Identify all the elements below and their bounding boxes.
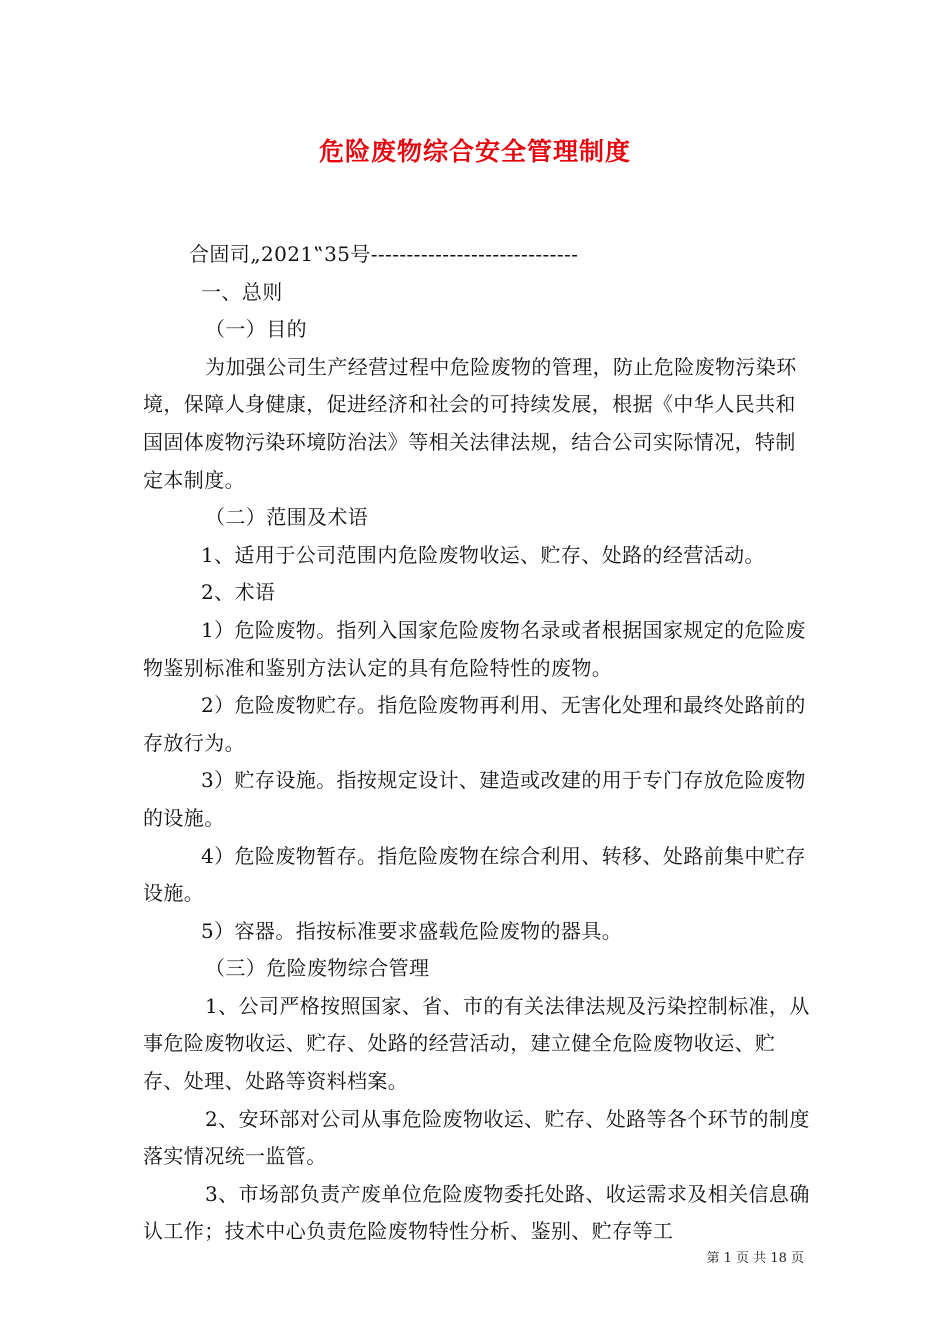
- paragraph: 2、安环部对公司从事危险废物收运、贮存、处路等各个环节的制度落实情况统一监管。: [143, 1106, 810, 1169]
- subsection-heading: （三）危险废物综合管理: [205, 956, 430, 981]
- paragraph: 1、公司严格按照国家、省、市的有关法律法规及污染控制标准，从事危险废物收运、贮存、处路的经营活动，建立健全危险废物收运、贮存、处理、处路等资料档案。: [143, 993, 810, 1094]
- paragraph: 4）危险废物暂存。指危险废物在综合利用、转移、处路前集中贮存设施。: [143, 843, 806, 906]
- page-number-footer: 第 1 页 共 18 页: [706, 1251, 804, 1266]
- document-title: 危险废物综合安全管理制度: [318, 137, 631, 166]
- paragraph: 2）危险废物贮存。指危险废物再利用、无害化处理和最终处路前的存放行为。: [143, 693, 806, 755]
- subsection-heading: （二）范围及术语: [205, 505, 369, 530]
- paragraph: 3、市场部负责产废单位危险废物委托处路、收运需求及相关信息确认工作；技术中心负责危险废物特性分析、鉴别、贮存等工: [143, 1181, 810, 1244]
- paragraph: 1）危险废物。指列入国家危险废物名录或者根据国家规定的危险废物鉴别标准和鉴别方法认定的具有危险特性的废物。: [143, 617, 806, 680]
- paragraph: 3）贮存设施。指按规定设计、建造或改建的用于专门存放危险废物的设施。: [143, 768, 806, 830]
- paragraph: 5）容器。指按标准要求盛载危险废物的器具。: [201, 918, 623, 943]
- section-heading: 一、总则: [201, 279, 283, 304]
- paragraph: 2、术语: [201, 580, 276, 605]
- paragraph: 为加强公司生产经营过程中危险废物的管理，防止危险废物污染环境，保障人身健康，促进经济和社会的可持续发展，根据《中华人民共和国固体废物污染环境防治法》等相关法律法规，结合公司实际情况，特制定本制度。: [143, 354, 797, 492]
- document-number: 合固司„2021‟35号-----------------------------: [189, 242, 579, 266]
- subsection-heading: （一）目的: [205, 317, 307, 342]
- paragraph: 1、适用于公司范围内危险废物收运、贮存、处路的经营活动。: [201, 542, 765, 567]
- document-body: [143, 236, 811, 1251]
